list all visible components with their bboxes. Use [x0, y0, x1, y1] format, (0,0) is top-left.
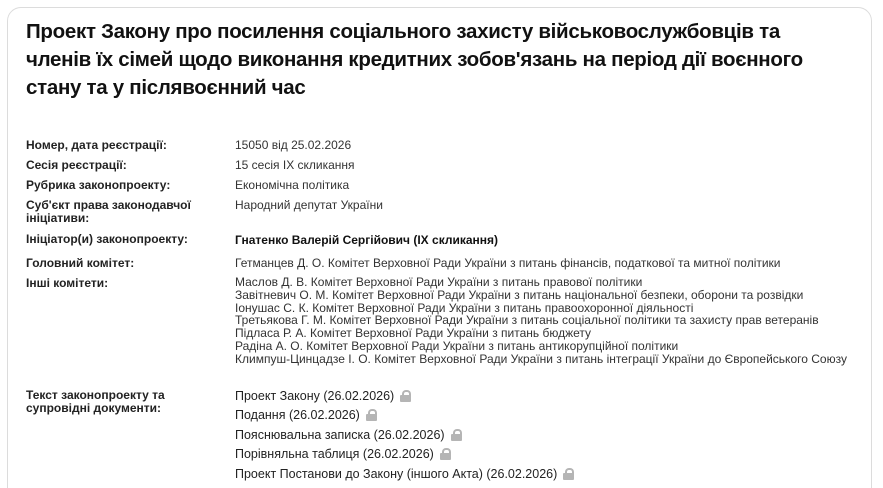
committee-item: Третьякова Г. М. Комітет Верховної Ради України з питань соціальної політики та захисту прав ветеранів	[235, 313, 819, 328]
field-value: Економічна політика	[235, 178, 350, 192]
field-label: Інші комітети:	[26, 276, 109, 290]
committee-item: Климпуш-Цинцадзе І. О. Комітет Верховної Ради України з питань інтеграції України до Європейського Союзу	[235, 351, 847, 366]
field-initiator	[26, 230, 856, 254]
field-documents	[26, 384, 856, 484]
field-other-committees	[26, 274, 856, 384]
field-label: Суб'єкт права законодавчої ініціативи:	[26, 198, 191, 225]
field-label: Сесія реєстрації:	[26, 158, 127, 172]
bill-title: Проект Закону про посилення соціального захисту військовослужбовців та членів їх сімей щодо виконання кредитних зобов'язань на період дії воєнного стану та у післявоєнний час	[26, 20, 803, 99]
committee-item: Радіна А. О. Комітет Верховної Ради України з питань антикорупційної політики	[235, 338, 679, 353]
document-link[interactable]: Подання (26.02.2026)	[235, 408, 360, 423]
committee-list	[235, 274, 856, 366]
document-item[interactable]	[235, 425, 856, 445]
field-main-committee	[26, 254, 856, 274]
document-item[interactable]	[235, 406, 856, 426]
bill-details	[26, 136, 856, 484]
committee-item: Іонушас С. К. Комітет Верховної Ради України з питань правоохоронної діяльності	[235, 300, 694, 315]
field-value: 15 сесія IX скликання	[235, 158, 355, 172]
field-label: Головний комітет:	[26, 256, 135, 270]
lock-icon	[563, 468, 574, 480]
lock-icon	[451, 429, 462, 441]
field-label: Ініціатор(и) законопроекту:	[26, 232, 188, 246]
field-value: Гетманцев Д. О. Комітет Верховної Ради України з питань фінансів, податкової та митної політики	[235, 256, 781, 270]
lock-icon	[366, 409, 377, 421]
document-item[interactable]	[235, 464, 856, 484]
field-session	[26, 156, 856, 176]
field-value: 15050 від 25.02.2026	[235, 138, 352, 152]
field-rubric	[26, 176, 856, 196]
committee-item: Завітневич О. М. Комітет Верховної Ради України з питань національної безпеки, оборони та розвідки	[235, 287, 804, 302]
document-link[interactable]: Пояснювальна записка (26.02.2026)	[235, 427, 445, 442]
field-label: Номер, дата реєстрації:	[26, 138, 167, 152]
committee-item: Підласа Р. А. Комітет Верховної Ради України з питань бюджету	[235, 326, 592, 341]
document-item[interactable]	[235, 445, 856, 465]
document-item[interactable]	[235, 386, 856, 406]
field-label: Рубрика законопроекту:	[26, 178, 171, 192]
field-label: Текст законопроекту та супровідні документи:	[26, 388, 165, 415]
document-link[interactable]: Проект Постанови до Закону (іншого Акта) (26.02.2026)	[235, 466, 558, 481]
field-subject	[26, 196, 856, 230]
committee-item: Маслов Д. В. Комітет Верховної Ради України з питань правової політики	[235, 275, 643, 289]
field-registration	[26, 136, 856, 156]
document-list	[235, 384, 856, 484]
field-value: Народний депутат України	[235, 198, 383, 212]
document-link[interactable]: Проект Закону (26.02.2026)	[235, 388, 395, 403]
lock-icon	[440, 448, 451, 460]
lock-icon	[400, 390, 411, 402]
initiator-link[interactable]: Гнатенко Валерій Сергійович (IX скликання)	[235, 233, 499, 247]
document-link[interactable]: Порівняльна таблиця (26.02.2026)	[235, 447, 434, 462]
